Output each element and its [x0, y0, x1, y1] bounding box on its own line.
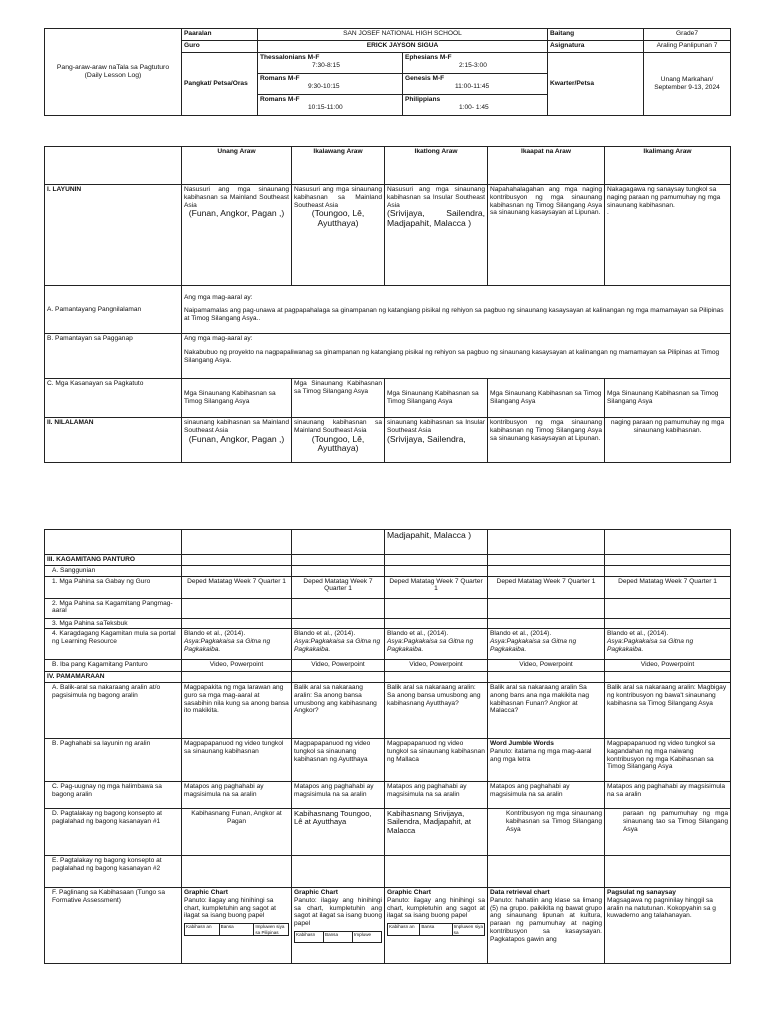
step-f-cell: Data retrieval chart Panuto: hahatiin ang klase sa limang (5) na grupo. paikikita ng bawat grupo ang sinaunang lipunan at kultura, paraan ng pamumuhay at naging kontribusyon sa kasaysayan. Pagkatapos gawin ang [488, 888, 605, 964]
nilalaman-cell: sinaunang kabihasnan sa Mainland Southeast Asia (Funan, Angkor, Pagan ,) [182, 418, 292, 463]
gabay-cell: Deped Matatag Week 7 Quarter 1 [488, 576, 605, 598]
step-d-cell: Kabihasnang Toungoo, Lê at Ayutthaya [292, 809, 385, 856]
step-f-label: F. Paglinang sa Kabihasaan (Tungo sa Formative Assessment) [45, 888, 182, 964]
step-a-cell: Magpapakita ng mga larawan ang guro sa mga mag-aaral at sasabihin nila kung sa anong bansa ito makikita. [182, 683, 292, 739]
guro-label: Guro [182, 41, 258, 53]
corner-cell [45, 147, 182, 185]
dll-subtitle: (Daily Lesson Log) [84, 72, 142, 79]
step-f-cell: Pagsulat ng sanaysay Magsagawa ng pagninilay hinggil sa aralin na natutunan. Kokopyahin sa g kuwaderno ang talahanayan. [605, 888, 731, 964]
graphic-chart-table: Kabihasn an Bansa Impluwen siya sa [389, 924, 483, 935]
section-cell: Ephesians M-F 2:15-3:00 [403, 53, 548, 74]
step-c-cell: Matapos ang paghahabi ay magsisimula na sa aralin [488, 782, 605, 809]
pamamaraan-label: IV. PAMAMARAAN [45, 672, 182, 683]
paaralan-label: Paaralan [182, 29, 258, 41]
graphic-chart-table: Kabihasn Bansa Impluwe [294, 931, 382, 943]
gabay-cell: Deped Matatag Week 7 Quarter 1 [605, 576, 731, 598]
step-a-cell: Balik aral sa nakaraang aralin: Sa anong bansa umusbong ang kabihasnang Ayutthaya? [385, 683, 488, 739]
step-c-cell: Matapos ang paghahabi ay magsisimula na sa aralin [292, 782, 385, 809]
step-d-cell: Kabihasnang Srivijaya, Sailendra, Madjapahit, at Malacca [385, 809, 488, 856]
kasanayan-cell: Mga Sinaunang Kabihasnan sa Timog Silangang Asya [292, 379, 385, 418]
step-e-label: E. Pagtalakay ng bagong konsepto at paglalahad ng bagong kasanayan #2 [45, 856, 182, 888]
layunin-label: I. LAYUNIN [45, 185, 182, 286]
dll-title: Pang-araw-araw naTala sa Pagtuturo [56, 63, 170, 71]
lesson-table-page2 [44, 529, 731, 964]
step-f-cell: Graphic Chart Panuto: ilagay ang hinihingi sa chart, kumpletuhin ang sagot at ilagat sa isang buong papel Kabihasn an Bansa Impluwen siya sa Pilipinas [182, 888, 292, 964]
iba-label: B. Iba pang Kagamitang Panturo [45, 660, 182, 672]
step-b-cell: Magpapapanuod ng video tungkol sa sinaunang kabihasnan ng Ayutthaya [292, 739, 385, 782]
pangmag-label: 2. Mga Pahina sa Kagamitang Pangmag-aaral [45, 598, 182, 618]
step-c-cell: Matapos ang paghahabi ay magsisimula na sa aralin [605, 782, 731, 809]
pagganap-label: B. Pamantayan sa Pagganap [45, 334, 182, 379]
layunin-cell: Nasusuri ang mga sinaunang kabihasnan sa Mainland Southeast Asia (Toungoo, Lê, Ayutthaya) [292, 185, 385, 286]
step-c-cell: Matapos ang paghahabi ay magsisimula na sa aralin [385, 782, 488, 809]
nilalaman-cell: sinaunang kabihasnan sa Insular Southeast Asia (Srivijaya, Sailendra, [385, 418, 488, 463]
reference-cell: Blando et al., (2014). Asya:Pagkakaisa sa Gitna ng Pagkakaiba. [605, 629, 731, 660]
nilalaman-label: II. NILALAMAN [45, 418, 182, 463]
step-b-cell-wordjumble: Word Jumble Words Panuto: itatama ng mga mag-aaral ang mga letra [488, 739, 605, 782]
step-d-cell: paraan ng pamumuhay ng mga sinaunang tao sa Timog Silangang Asya [605, 809, 731, 856]
kwarter-value: Unang Markahan/ September 9-13, 2024 [644, 53, 731, 116]
paaralan-value: SAN JOSEF NATIONAL HIGH SCHOOL [258, 29, 548, 41]
step-c-cell: Matapos ang paghahabi ay magsisimula na sa aralin [182, 782, 292, 809]
kwarter-label: Kwarter/Petsa [548, 53, 644, 116]
kasanayan-cell: Mga Sinaunang Kabihasnan sa Timog Silangang Asya [605, 379, 731, 418]
kasanayan-cell: Mga Sinaunang Kabihasnan sa Timog Silangang Asya [182, 379, 292, 418]
layunin-cell: Napahahalagahan ang mga naging kontribusyon ng mga sinaunang kabihasnan ng Timog Silangang Asya sa sinaunang kasaysayan at Lipunan. [488, 185, 605, 286]
step-f-cell: Graphic Chart Panuto: ilagay ang hinihingi sa chart, kumpletuhin ang sagot at ilagat sa isang buong papel Kabihasn an Bansa Impluwen siya sa [385, 888, 488, 964]
kasanayan-label: C. Mga Kasanayan sa Pagkatuto [45, 379, 182, 418]
step-a-cell: Balik aral sa nakaraang aralin: Sa anong bansa umusbong ang kabihasnang Angkor? [292, 683, 385, 739]
kasanayan-cell: Mga Sinaunang Kabihasnan sa Timog Silangang Asya [488, 379, 605, 418]
section-cell: Romans M-F 10:15-11:00 [258, 95, 403, 116]
gabay-label: 1. Mga Pahina sa Gabay ng Guro [45, 576, 182, 598]
nilalaman-continued: Madjapahit, Malacca ) [385, 530, 488, 555]
reference-cell: Blando et al., (2014). Asya:Pagkakaisa sa Gitna ng Pagkakaiba. [182, 629, 292, 660]
iba-cell: Video, Powerpoint [385, 660, 488, 672]
graphic-chart-table: Kabihasn an Bansa Impluwen siya sa Pilipinas [184, 923, 289, 936]
lesson-table-page1 [44, 146, 731, 463]
reference-cell: Blando et al., (2014). Asya:Pagkakaisa sa Gitna ng Pagkakaiba. [292, 629, 385, 660]
step-a-label: A. Balik-aral sa nakaraang aralin at/o pagsisimula ng bagong aralin [45, 683, 182, 739]
karagdagang-label: 4. Karagdagang Kagamitan mula sa portal ng Learning Resource [45, 629, 182, 660]
day-header: Unang Araw [182, 147, 292, 185]
day-header: Ikatlong Araw [385, 147, 488, 185]
step-c-label: C. Pag-uugnay ng mga halimbawa sa bagong aralin [45, 782, 182, 809]
teksbuk-label: 3. Mga Pahina saTeksbuk [45, 618, 182, 629]
iba-cell: Video, Powerpoint [292, 660, 385, 672]
pagganap-content: Ang mga mag-aaral ay: Nakabubuo ng proyekto na nagpapaliwanag sa ginampanan ng katangiang pisikal ng rehiyon sa pagbuo ng sinaunang kasaysayan at kalinangan ng mamamayan sa Pilipinas at Timog Silangang Asya. [182, 334, 731, 379]
kagamitan-label: III. KAGAMITANG PANTURO [45, 555, 182, 566]
nilalaman-cell: kontribusyon ng mga sinaunang kabihasnan ng Timog Silangang Asya sa sinaunang kasaysayan at Lipunan. [488, 418, 605, 463]
day-header: Ikaapat na Araw [488, 147, 605, 185]
section-cell: Thessalonians M-F 7:30-8:15 [258, 53, 403, 74]
section-cell: Genesis M-F 11:00-11:45 [403, 74, 548, 95]
section-cell: Romans M-F 9:30-10:15 [258, 74, 403, 95]
asignatura-label: Asignatura [548, 41, 644, 53]
step-b-label: B. Paghahabi sa layunin ng aralin [45, 739, 182, 782]
sanggunian-label: A. Sanggunian [45, 565, 182, 576]
step-d-cell: Kontribusyon ng mga sinaunang kabihasnan sa Timog Silangang Asya [488, 809, 605, 856]
iba-cell: Video, Powerpoint [605, 660, 731, 672]
day-header: Ikalawang Araw [292, 147, 385, 185]
iba-cell: Video, Powerpoint [488, 660, 605, 672]
kasanayan-cell: Mga Sinaunang Kabihasnan sa Timog Silangang Asya [385, 379, 488, 418]
step-a-cell: Balik aral sa nakaraang aralin Sa anong bans ana nga makikita nag kabihasnan Funan? Angkor at Malacca? [488, 683, 605, 739]
step-b-cell: Magpapapanuod ng video tungkol sa kagandahan ng mga naiwang kontribusyon ng mga Kabihasnan sa Timog Silangang Asya [605, 739, 731, 782]
gabay-cell: Deped Matatag Week 7 Quarter 1 [385, 576, 488, 598]
step-d-cell: Kabihasnang Funan, Angkor at Pagan [182, 809, 292, 856]
step-f-cell: Graphic Chart Panuto: ilagay ang hinihingi sa chart, kumpletuhin ang sagot at ilagat sa isang buong papel Kabihasn Bansa Impluwe [292, 888, 385, 964]
step-d-label: D. Pagtalakay ng bagong konsepto at paglalahad ng bagong kasanayan #1 [45, 809, 182, 856]
day-header: Ikalimang Araw [605, 147, 731, 185]
gabay-cell: Deped Matatag Week 7 Quarter 1 [182, 576, 292, 598]
layunin-cell: Nasusuri ang mga sinaunang kabihasnan sa Insular Southeast Asia (Srivijaya, Sailendra, Madjapahit, Malacca ) [385, 185, 488, 286]
layunin-cell: Nakagagawa ng sanaysay tungkol sa naging paraan ng pamumuhay ng mga sinaunang kabihasnan. . [605, 185, 731, 286]
iba-cell: Video, Powerpoint [182, 660, 292, 672]
baitang-value: Grade7 [644, 29, 731, 41]
nilalaman-cell: naging paraan ng pamumuhay ng mga sinaunang kabihasnan. [605, 418, 731, 463]
reference-cell: Blando et al., (2014). Asya:Pagkakaisa sa Gitna ng Pagkakaiba. [385, 629, 488, 660]
nilalaman-cell: sinaunang kabihasnan sa Mainland Southeast Asia (Toungoo, Lê, Ayutthaya) [292, 418, 385, 463]
step-a-cell: Balik aral sa nakaraang aralin: Magbigay ng kontribusyon ng bawa't sinaunang kabihasna sa Timog Silangang Asya [605, 683, 731, 739]
gabay-cell: Deped Matatag Week 7 Quarter 1 [292, 576, 385, 598]
guro-value: ERICK JAYSON SIGUA [258, 41, 548, 53]
reference-cell: Blando et al., (2014). Asya:Pagkakaisa sa Gitna ng Pagkakaiba. [488, 629, 605, 660]
dll-title-cell [45, 29, 182, 116]
step-b-cell: Magpapapanuod ng video tungkol sa sinaunang kabihasnan ng Mallaca [385, 739, 488, 782]
pangnilalaman-label: A. Pamantayang Pangnilalaman [45, 286, 182, 334]
step-b-cell: Magpapapanuod ng video tungkol sa sinaunang kabihasnan [182, 739, 292, 782]
pangnilalaman-content: Ang mga mag-aaral ay: Naipamamalas ang pag-unawa at pagpapahalaga sa ginampanan ng katangiang pisikal ng rehiyon sa pagbuo ng sinaunang kasaysayan at kalinangan ng mga mamamayan sa Pilipinas at Timog Silangang Asya.. [182, 286, 731, 334]
header-table [44, 28, 731, 116]
pangkat-label: Pangkat/ Petsa/Oras [182, 53, 258, 116]
asignatura-value: Araling Panlipunan 7 [644, 41, 731, 53]
layunin-cell: Nasusuri ang mga sinaunang kabihasnan sa Mainland Southeast Asia (Funan, Angkor, Pagan ,) [182, 185, 292, 286]
baitang-label: Baitang [548, 29, 644, 41]
section-cell: Philippians 1:00- 1:45 [403, 95, 548, 116]
